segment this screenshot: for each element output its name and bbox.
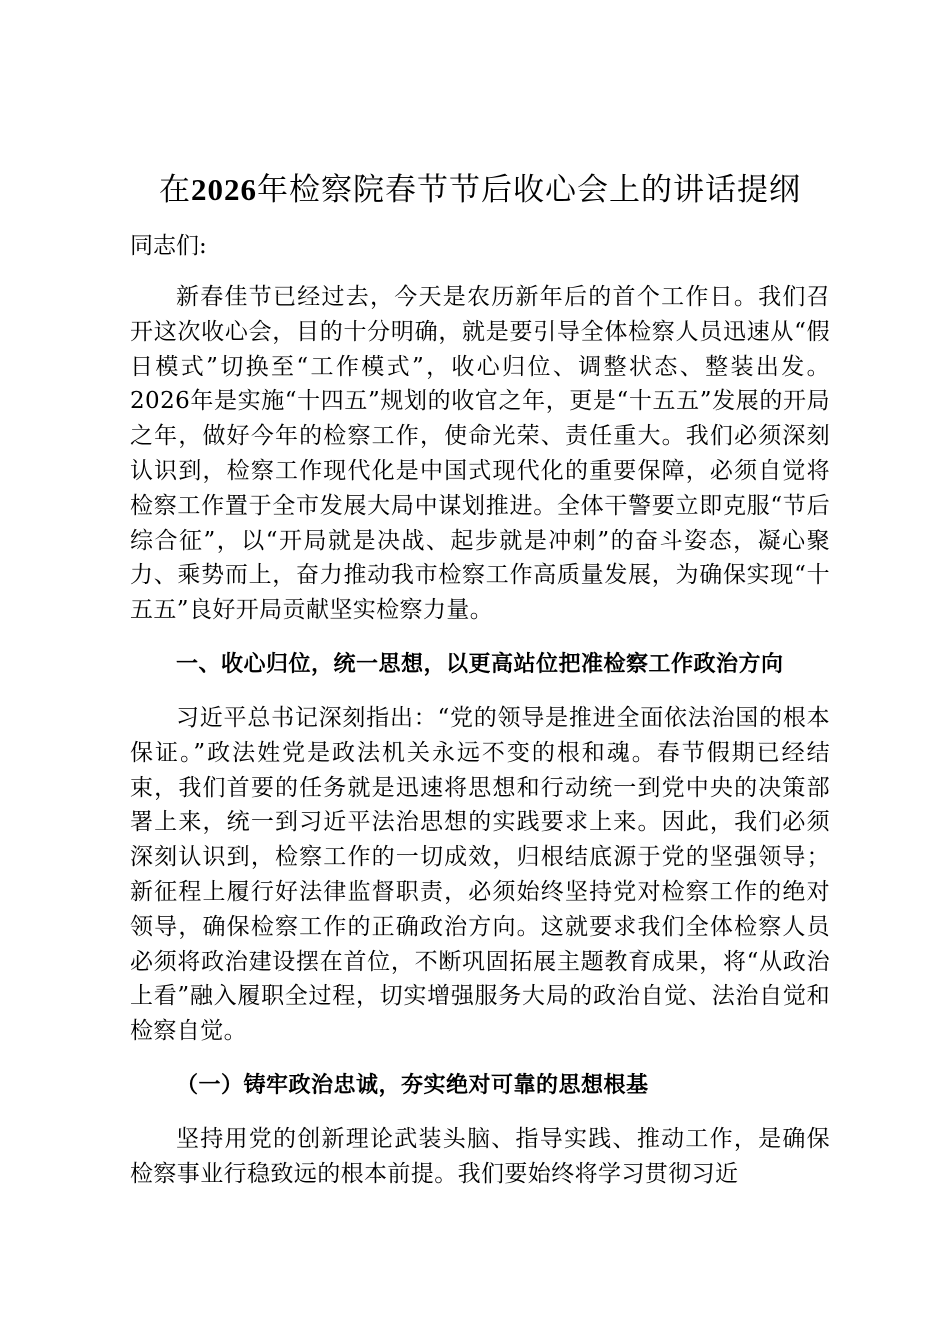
section-heading-1: 一、收心归位，统一思想，以更高站位把准检察工作政治方向 <box>176 651 784 677</box>
title-prefix: 在 <box>159 172 191 208</box>
subsection-heading-1-1: （一）铸牢政治忠诚，夯实绝对可靠的思想根基 <box>176 1072 649 1098</box>
title-year: 2026 <box>191 172 257 207</box>
paragraph-subsection-1-1: 坚持用党的创新理论武装头脑、指导实践、推动工作，是确保检察事业行稳致远的根本前提。我们要始终将学习贯彻习近 <box>130 1125 830 1187</box>
document-title <box>130 170 830 210</box>
title-suffix: 年检察院春节节后收心会上的讲话提纲 <box>257 172 801 208</box>
paragraph-intro: 新春佳节已经过去，今天是农历新年后的首个工作日。我们召开这次收心会，目的十分明确，就是要引导全体检察人员迅速从“假日模式”切换至“工作模式”，收心归位、调整状态、整装出发。2026年是实施“十四五”规划的收官之年，更是“十五五”发展的开局之年，做好今年的检察工作，使命光荣、责任重大。我们必须深刻认识到，检察工作现代化是中国式现代化的重要保障，必须自觉将检察工作置于全市发展大局中谋划推进。全体干警要立即克服“节后综合征”，以“开局就是决战、起步就是冲刺”的奋斗姿态，凝心聚力、乘势而上，奋力推动我市检察工作高质量发展，为确保实现“十五五”良好开局贡献坚实检察力量。 <box>130 284 830 624</box>
paragraph-section-1: 习近平总书记深刻指出：“党的领导是推进全面依法治国的根本保证。”政法姓党是政法机关永远不变的根和魂。春节假期已经结束，我们首要的任务就是迅速将思想和行动统一到党中央的决策部署上来，统一到习近平法治思想的实践要求上来。因此，我们必须深刻认识到，检察工作的一切成效，归根结底源于党的坚强领导；新征程上履行好法律监督职责，必须始终坚持党对检察工作的绝对领导，确保检察工作的正确政治方向。这就要求我们全体检察人员必须将政治建设摆在首位，不断巩固拓展主题教育成果，将“从政治上看”融入履职全过程，切实增强服务大局的政治自觉、法治自觉和检察自觉。 <box>130 704 830 1045</box>
document-page <box>130 170 830 1211</box>
salutation: 同志们: <box>130 233 207 259</box>
